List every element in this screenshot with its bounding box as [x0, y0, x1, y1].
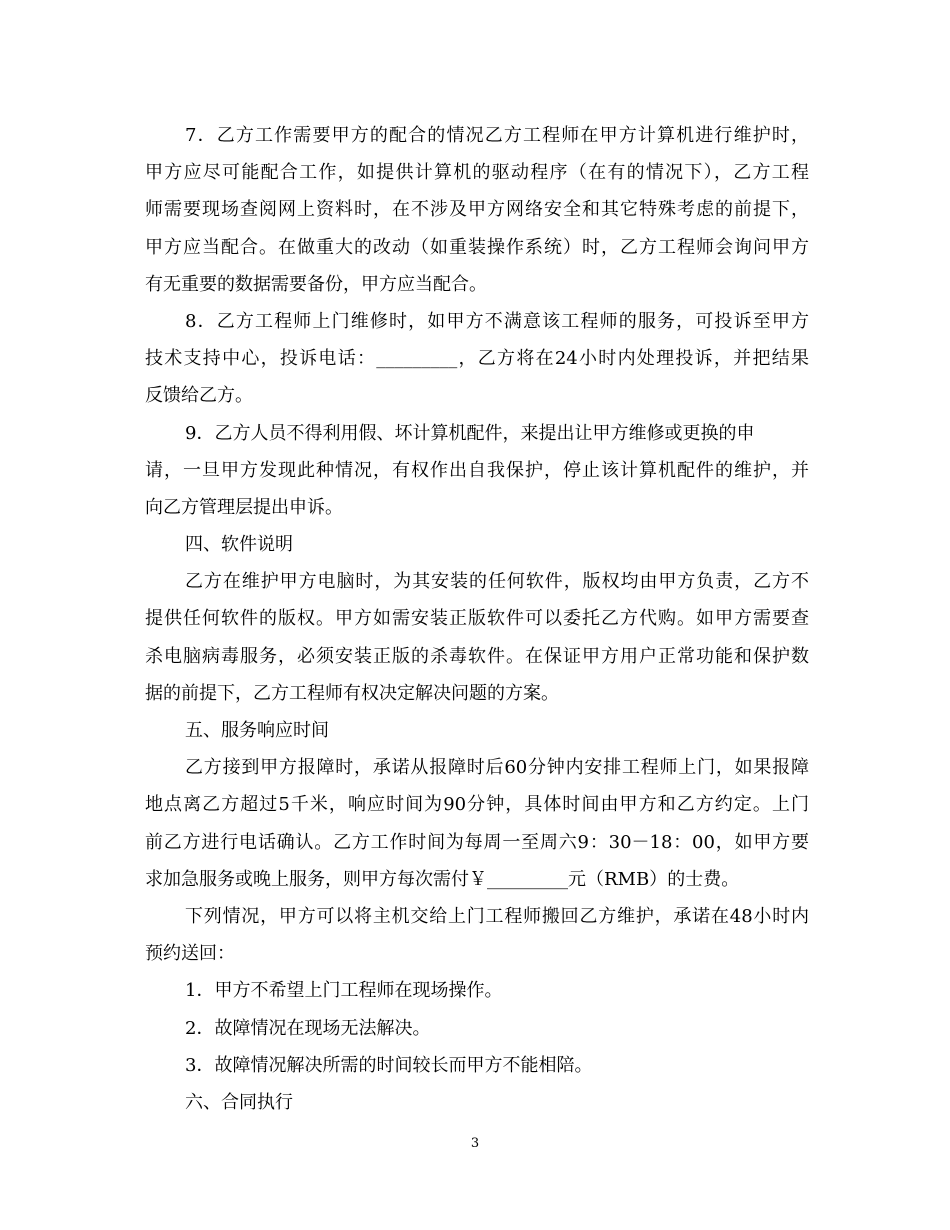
- text-line: 甲方应尽可能配合工作，如提供计算机的驱动程序（在有的情况下），乙方工程: [145, 162, 809, 184]
- text-line: 反馈给乙方。: [145, 385, 253, 407]
- text-line: 9．乙方人员不得利用假、坏计算机配件，来提出让甲方维修或更换的申: [185, 422, 755, 444]
- text-line: 五、服务响应时间: [185, 720, 329, 741]
- text-line: 请，一旦甲方发现此种情况，有权作出自我保护，停止该计算机配件的维护，并: [145, 459, 809, 481]
- text-line: 8．乙方工程师上门维修时，如甲方不满意该工程师的服务，可投诉至甲方: [185, 310, 809, 332]
- text-line: 乙方在维护甲方电脑时，为其安装的任何软件，版权均由甲方负责，乙方不: [185, 571, 809, 593]
- text-line: 有无重要的数据需要备份，甲方应当配合。: [145, 273, 487, 295]
- text-line: 预约送回：: [145, 943, 235, 965]
- text-line: 2．故障情况在现场无法解决。: [185, 1017, 431, 1039]
- page-number: 3: [470, 1136, 480, 1151]
- text-line: 六、合同执行: [185, 1091, 293, 1113]
- document-body: [145, 117, 809, 1121]
- text-line: 甲方应当配合。在做重大的改动（如重装操作系统）时，乙方工程师会询问甲方: [145, 236, 809, 258]
- text-line: 地点离乙方超过5千米，响应时间为90分钟，具体时间由甲方和乙方约定。上门: [145, 794, 809, 816]
- text-line: 技术支持中心，投诉电话：_________，乙方将在24小时内处理投诉，并把结果: [145, 348, 809, 370]
- text-line: 1．甲方不希望上门工程师在现场操作。: [185, 980, 503, 1002]
- text-line: 求加急服务或晚上服务，则甲方每次需付￥_________元（RMB）的士费。: [145, 868, 740, 890]
- text-line: 前乙方进行电话确认。乙方工作时间为每周一至周六9：30－18：00，如甲方要: [145, 831, 809, 853]
- text-line: 向乙方管理层提出申诉。: [145, 496, 343, 518]
- text-line: 乙方接到甲方报障时，承诺从报障时后60分钟内安排工程师上门，如果报障: [185, 757, 809, 779]
- text-line: 3．故障情况解决所需的时间较长而甲方不能相陪。: [185, 1054, 593, 1076]
- text-line: 下列情况，甲方可以将主机交给上门工程师搬回乙方维护，承诺在48小时内: [185, 905, 809, 927]
- text-line: 杀电脑病毒服务，必须安装正版的杀毒软件。在保证甲方用户正常功能和保护数: [145, 645, 809, 667]
- text-line: 四、软件说明: [185, 534, 293, 556]
- text-line: 据的前提下，乙方工程师有权决定解决问题的方案。: [145, 682, 559, 704]
- text-line: 师需要现场查阅网上资料时，在不涉及甲方网络安全和其它特殊考虑的前提下，: [145, 199, 809, 221]
- text-line: 7．乙方工作需要甲方的配合的情况乙方工程师在甲方计算机进行维护时，: [185, 125, 809, 146]
- text-line: 提供任何软件的版权。甲方如需安装正版软件可以委托乙方代购。如甲方需要查: [145, 608, 809, 630]
